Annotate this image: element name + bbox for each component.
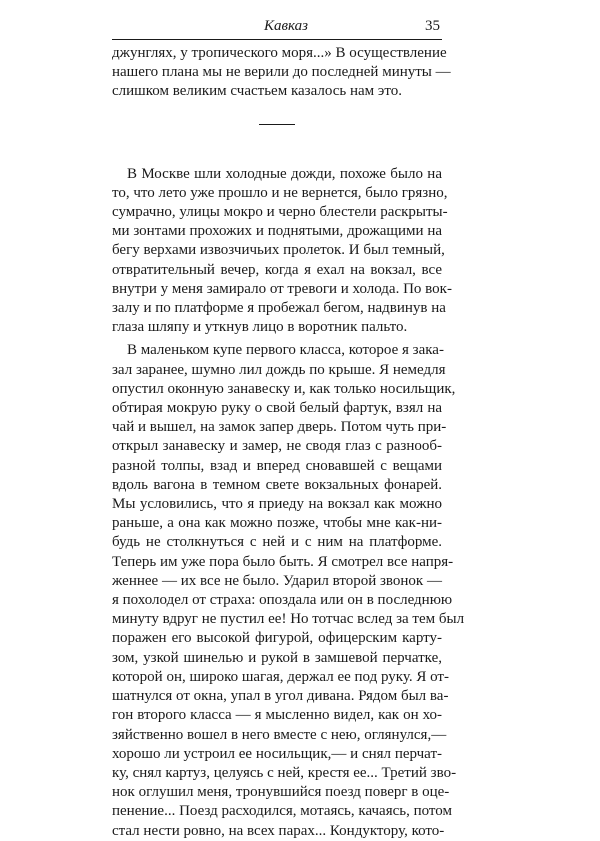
text-line: открыл занавеску и замер, не сводя глаз с разнооб- xyxy=(112,438,442,455)
text-line: внутри у меня замирало от тревоги и холода. По вок- xyxy=(112,280,452,297)
section-divider xyxy=(259,124,295,125)
text-line: В маленьком купе первого класса, которое я зака- xyxy=(127,342,444,359)
text-line: разной толпы, взад и вперед сновавшей с вещами xyxy=(112,457,442,474)
text-line: поражен его высокой фигурой, офицерским карту- xyxy=(112,630,442,647)
text-line: Мы условились, что я приеду на вокзал как можно xyxy=(112,496,442,513)
chapter-title: Кавказ xyxy=(264,18,308,34)
text-line: пенение... Поезд расходился, мотаясь, качаясь, потом xyxy=(112,803,452,820)
text-line: хорошо ли устроил ее носильщик,— и снял перчат- xyxy=(112,745,442,762)
text-line: опустил оконную занавеску и, как только носильщик, xyxy=(112,380,456,397)
text-line: отвратительный вечер, когда я ехал на вокзал, все xyxy=(112,261,442,278)
text-line: вдоль вагона в темном свете вокзальных фонарей. xyxy=(112,476,442,493)
text-line: В Москве шли холодные дожди, похоже было на xyxy=(127,165,442,182)
page-number: 35 xyxy=(425,18,440,34)
text-line: джунглях, у тропического моря...» В осуществление xyxy=(112,45,447,61)
book-page xyxy=(112,18,465,841)
text-line: зяйственно вошел в него вместе с нею, оглянулся,— xyxy=(112,726,447,743)
text-line: стал нести ровно, на всех парах... Кондуктору, кото- xyxy=(112,822,445,839)
text-line: обтирая мокрую руку о свой белый фартук, взял на xyxy=(112,400,442,417)
text-line: минуту вдруг не пустил ее! Но тотчас вслед за тем был xyxy=(112,611,465,628)
text-line: залу и по платформе я пробежал бегом, надвинув на xyxy=(112,300,446,317)
text-line: которой он, широко шагая, держал ее под руку. Я от- xyxy=(112,668,449,685)
text-line: то, что лето уже прошло и не вернется, было грязно, xyxy=(112,184,448,201)
intro-paragraph xyxy=(112,44,451,102)
text-line: чай и вышел, на замок запер дверь. Потом чуть при- xyxy=(112,419,447,436)
text-line: будь не столкнуться с ней и с ним на платформе. xyxy=(112,534,442,551)
paragraph-1 xyxy=(112,165,452,338)
text-line: женнее — их все не было. Ударил второй звонок — xyxy=(112,572,442,589)
paragraph-2 xyxy=(112,341,465,840)
running-header xyxy=(112,18,442,40)
text-line: зом, узкой шинелью и рукой в замшевой перчатке, xyxy=(112,649,442,666)
text-line: нок оглушил меня, тронувшийся поезд поверг в оце- xyxy=(112,784,450,801)
text-line: нашего плана мы не верили до последней минуты — xyxy=(112,64,451,81)
text-line: ку, снял картуз, целуясь с ней, крестя ее... Третий зво- xyxy=(112,764,457,781)
text-line: раньше, а она как можно позже, чтобы мне как-ни- xyxy=(112,515,442,532)
text-line: бегу верхами извозчичьих пролеток. И был темный, xyxy=(112,242,445,259)
text-line: я похолодел от страха: опоздала или он в последнюю xyxy=(112,592,453,609)
text-line: слишком великим счастьем казалось нам это. xyxy=(112,83,402,100)
text-line: сумрачно, улицы мокро и черно блестели раскрыты- xyxy=(112,204,448,221)
text-line: зал заранее, шумно лил дождь по крыше. Я немедля xyxy=(112,361,446,378)
text-line: Теперь им уже пора было быть. Я смотрел все напря- xyxy=(112,553,454,570)
text-line: шатнулся от окна, упал в угол дивана. Рядом был ва- xyxy=(112,688,449,705)
text-line: ми зонтами прохожих и поднятыми, дрожащими на xyxy=(112,223,442,240)
text-line: гон второго класса — я мысленно видел, как он хо- xyxy=(112,707,442,724)
text-line: глаза шляпу и уткнув лицо в воротник пальто. xyxy=(112,319,408,336)
